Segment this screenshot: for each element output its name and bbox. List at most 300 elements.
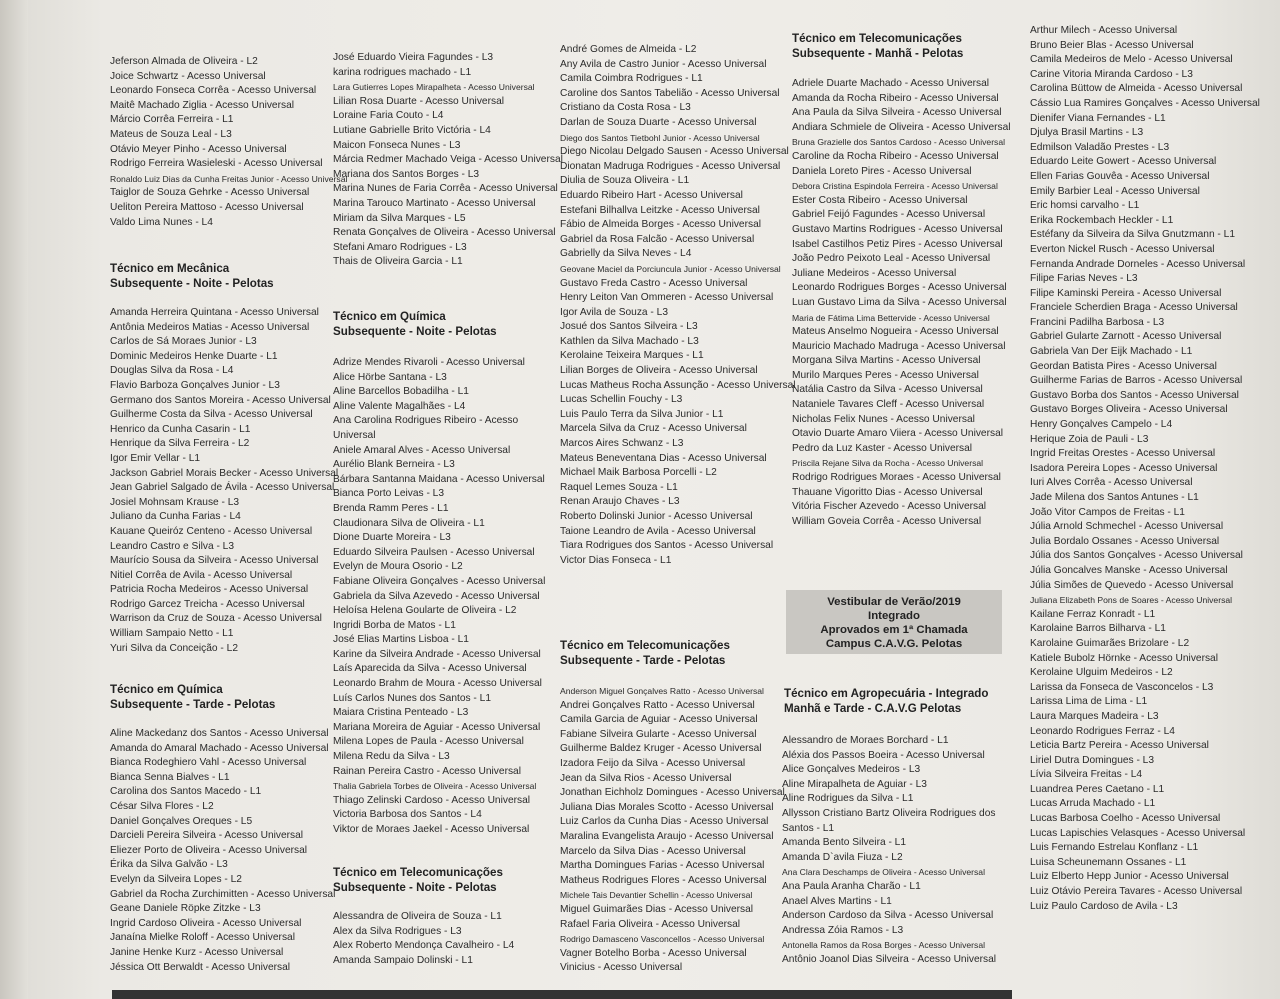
list-item: Franciele Scherdien Braga - Acesso Universal bbox=[1030, 302, 1238, 314]
list-item: Milena Lopes de Paula - Acesso Universal bbox=[333, 736, 524, 748]
list-item: Anderson Cardoso da Silva - Acesso Universal bbox=[782, 910, 994, 922]
list-item: Antônio Joanol Dias Silveira - Acesso Universal bbox=[782, 953, 997, 965]
list-item: Laura Marques Madeira - L3 bbox=[1030, 710, 1159, 722]
list-item: Michele Tais Devantier Schellin - Acesso Universal bbox=[560, 890, 753, 901]
list-item: Dione Duarte Moreira - L3 bbox=[333, 532, 451, 544]
list-item: Victoria Barbosa dos Santos - L4 bbox=[333, 809, 482, 821]
list-item: Bárbara Santanna Maidana - Acesso Universal bbox=[333, 473, 545, 485]
list-item: Cristiano da Costa Rosa - L3 bbox=[560, 102, 691, 114]
list-item: Nicholas Felix Nunes - Acesso Universal bbox=[792, 413, 975, 425]
list-item: Martha Domingues Farias - Acesso Universal bbox=[560, 860, 765, 872]
list-item: Miguel Guimarães Dias - Acesso Universal bbox=[560, 903, 754, 915]
list-item: Liriel Dutra Domingues - L3 bbox=[1030, 754, 1155, 766]
list-item: Maralina Evangelista Araujo - Acesso Universal bbox=[560, 830, 774, 842]
section-subtitle: Subsequente - Noite - Pelotas bbox=[333, 324, 497, 338]
list-item: Yuri Silva da Conceição - L2 bbox=[110, 642, 238, 654]
list-item: João Vitor Campos de Freitas - L1 bbox=[1030, 506, 1185, 518]
list-item: Amanda D`avila Fiuza - L2 bbox=[782, 851, 903, 863]
section-subtitle: Subsequente - Manhã - Pelotas bbox=[792, 46, 964, 60]
section-subtitle: Manhã e Tarde - C.A.V.G Pelotas bbox=[784, 701, 962, 715]
list-item: Leonardo Fonseca Corrêa - Acesso Universal bbox=[110, 85, 317, 97]
col4-section-telecom-manha bbox=[792, 32, 963, 61]
list-item: Mateus de Souza Leal - L3 bbox=[110, 128, 232, 140]
list-item: Luiz Carlos da Cunha Dias - Acesso Universal bbox=[560, 816, 769, 828]
list-item: Evelyn de Moura Osorio - L2 bbox=[333, 561, 463, 573]
list-item: Nataniele Tavares Cleff - Acesso Universal bbox=[792, 399, 985, 411]
list-item: karina rodrigues machado - L1 bbox=[333, 66, 472, 78]
list-item: Alex Roberto Mendonça Cavalheiro - L4 bbox=[333, 940, 515, 952]
list-item: Amanda da Rocha Ribeiro - Acesso Universal bbox=[792, 92, 999, 104]
list-item: Daniel Gonçalves Oreques - L5 bbox=[110, 815, 253, 827]
list-item: Loraine Faria Couto - L4 bbox=[333, 110, 444, 122]
list-item: Henrique da Silva Ferreira - L2 bbox=[110, 438, 250, 450]
col5-list bbox=[1030, 24, 1260, 914]
list-item: Geordan Batista Pires - Acesso Universal bbox=[1030, 360, 1217, 372]
list-item: Leonardo Rodrigues Borges - Acesso Universal bbox=[792, 282, 1007, 294]
list-item: Henry Gonçalves Campelo - L4 bbox=[1030, 419, 1173, 431]
list-item: Evelyn da Silveira Lopes - L2 bbox=[110, 873, 242, 885]
list-item: Eduardo Ribeiro Hart - Acesso Universal bbox=[560, 189, 743, 201]
list-item: Aniele Amaral Alves - Acesso Universal bbox=[333, 444, 511, 456]
list-item: Karolaine Barros Bilharva - L1 bbox=[1030, 623, 1166, 635]
list-item: Kauane Queiróz Centeno - Acesso Universal bbox=[110, 525, 313, 537]
list-item: Dionatan Madruga Rodrigues - Acesso Universal bbox=[560, 160, 781, 172]
col2-section-telecom-noite bbox=[333, 866, 503, 895]
list-item: Luan Gustavo Lima da Silva - Acesso Universal bbox=[792, 296, 1007, 308]
list-item: Gabriela da Silva Azevedo - Acesso Universal bbox=[333, 590, 540, 602]
list-item: Kerolaine Ulguim Medeiros - L2 bbox=[1030, 667, 1173, 679]
list-item: Antonella Ramos da Rosa Borges - Acesso Universal bbox=[782, 940, 986, 951]
list-item: Júlia Simões de Quevedo - Acesso Universal bbox=[1030, 579, 1234, 591]
list-item: Matheus Rodrigues Flores - Acesso Universal bbox=[560, 874, 767, 886]
list-item: Filipe Kaminski Pereira - Acesso Universal bbox=[1030, 287, 1222, 299]
list-item: Kerolaine Teixeira Marques - L1 bbox=[560, 350, 704, 362]
list-item: Aline Rodrigues da Silva - L1 bbox=[782, 793, 914, 805]
list-item: Mateus Anselmo Nogueira - Acesso Universal bbox=[792, 326, 999, 338]
list-item: Luiz Otávio Pereira Tavares - Acesso Universal bbox=[1030, 886, 1243, 898]
col1-mecanica-noite-list bbox=[110, 306, 338, 656]
list-item: José Eduardo Vieira Fagundes - L3 bbox=[333, 52, 494, 63]
list-item: Dienifer Viana Fernandes - L1 bbox=[1030, 112, 1166, 124]
list-item: Thais de Oliveira Garcia - L1 bbox=[333, 256, 463, 268]
list-item: Gabriel Feijó Fagundes - Acesso Universal bbox=[792, 209, 986, 221]
list-item: Valdo Lima Nunes - L4 bbox=[110, 216, 213, 228]
list-item: Laís Aparecida da Silva - Acesso Universal bbox=[333, 663, 527, 675]
list-item: Fabiane Oliveira Gonçalves - Acesso Universal bbox=[333, 575, 546, 587]
vest-line-3: Aprovados em 1ª Chamada bbox=[820, 624, 968, 636]
list-item: Everton Nickel Rusch - Acesso Universal bbox=[1030, 243, 1215, 255]
list-item: Bianca Porto Leivas - L3 bbox=[333, 488, 444, 500]
list-item: Janine Henke Kurz - Acesso Universal bbox=[110, 946, 284, 958]
section-title: Técnico em Química bbox=[110, 683, 223, 696]
list-item: Iuri Alves Corrêa - Acesso Universal bbox=[1030, 477, 1193, 489]
list-item: Lucas Schellin Fouchy - L3 bbox=[560, 394, 683, 406]
list-item: Tiara Rodrigues dos Santos - Acesso Universal bbox=[560, 540, 774, 552]
list-item: Júlia dos Santos Gonçalves - Acesso Universal bbox=[1030, 550, 1243, 562]
list-item: Nitiel Corrêa de Avila - Acesso Universal bbox=[110, 569, 293, 581]
section-title: Técnico em Mecânica bbox=[110, 262, 230, 275]
list-item: Luís Carlos Nunes dos Santos - L1 bbox=[333, 692, 491, 704]
list-item: Karolaine Guimarães Brizolare - L2 bbox=[1030, 637, 1190, 649]
col3-telecom-tarde-list bbox=[560, 684, 785, 976]
list-item: Ester Costa Ribeiro - Acesso Universal bbox=[792, 194, 968, 206]
list-item: Renan Araujo Chaves - L3 bbox=[560, 496, 680, 508]
list-item: Ingrid Freitas Orestes - Acesso Universal bbox=[1030, 448, 1216, 460]
list-item: Brenda Ramm Peres - L1 bbox=[333, 502, 449, 514]
col1-section-mecanica-noite bbox=[110, 262, 274, 291]
list-item: Luisa Scheunemann Ossanes - L1 bbox=[1030, 856, 1187, 868]
list-item: Edmilson Valadão Prestes - L3 bbox=[1030, 141, 1170, 153]
list-item: Gustavo Freda Castro - Acesso Universal bbox=[560, 277, 748, 289]
list-item: Kathlen da Silva Machado - L3 bbox=[560, 335, 699, 347]
list-item: Vinicius - Acesso Universal bbox=[560, 962, 683, 974]
list-item: Ana Clara Deschamps de Oliveira - Acesso Universal bbox=[782, 867, 985, 878]
list-item: Julia Bordalo Ossanes - Acesso Universal bbox=[1030, 535, 1220, 547]
list-item: Amanda Herreira Quintana - Acesso Universal bbox=[110, 307, 319, 318]
list-item: Carlos de Sá Moraes Junior - L3 bbox=[110, 336, 257, 348]
list-item: Guilherme Costa da Silva - Acesso Universal bbox=[110, 409, 313, 421]
list-item: Gabriela Van Der Eijk Machado - L1 bbox=[1030, 346, 1193, 358]
section-subtitle: Subsequente - Tarde - Pelotas bbox=[110, 697, 276, 711]
list-item: Aline Valente Magalhães - L4 bbox=[333, 400, 466, 412]
list-item: Gustavo Borges Oliveira - Acesso Universal bbox=[1030, 404, 1228, 416]
list-item: Guilherme Farias de Barros - Acesso Universal bbox=[1030, 375, 1243, 387]
list-item: Eric homsi carvalho - L1 bbox=[1030, 200, 1140, 212]
list-item: Aline Barcellos Bobadilha - L1 bbox=[333, 386, 469, 398]
list-item: Josiel Mohnsam Krause - L3 bbox=[110, 496, 240, 508]
list-item: Thauane Vigoritto Dias - Acesso Universal bbox=[792, 486, 983, 498]
list-item: Geane Daniele Röpke Zitzke - L3 bbox=[110, 903, 261, 915]
list-item: Warrison da Cruz de Souza - Acesso Universal bbox=[110, 613, 322, 625]
list-item: Bruno Beier Blas - Acesso Universal bbox=[1030, 39, 1194, 51]
list-item: Gabriel da Rosa Falcão - Acesso Universal bbox=[560, 233, 755, 245]
col2-telecom-noite-list bbox=[333, 910, 514, 968]
list-item: Jéssica Ott Berwaldt - Acesso Universal bbox=[110, 961, 291, 973]
list-item: Carolina Büttow de Almeida - Acesso Universal bbox=[1030, 83, 1243, 95]
list-item: César Silva Flores - L2 bbox=[110, 800, 214, 812]
list-item: Lutiane Gabrielle Brito Victória - L4 bbox=[333, 124, 491, 136]
list-item: Gustavo Martins Rodrigues - Acesso Universal bbox=[792, 223, 1003, 235]
list-item: Lucas Lapischies Velasques - Acesso Universal bbox=[1030, 827, 1246, 839]
list-item: Taione Leandro de Avila - Acesso Universal bbox=[560, 525, 756, 537]
list-item: Isabel Castilhos Petiz Pires - Acesso Universal bbox=[792, 238, 1003, 250]
list-item: Leonardo Rodrigues Ferraz - L4 bbox=[1030, 725, 1175, 737]
list-item: Aléxia dos Passos Boeira - Acesso Universal bbox=[782, 749, 985, 761]
list-item: Anderson Miguel Gonçalves Ratto - Acesso Universal bbox=[560, 686, 764, 696]
list-item: Bruna Grazielle dos Santos Cardoso - Acesso Universal bbox=[792, 137, 1006, 148]
list-item: Maria de Fátima Lima Bettervide - Acesso Universal bbox=[792, 312, 990, 323]
list-item: Caroline dos Santos Tabelião - Acesso Universal bbox=[560, 87, 780, 99]
list-item: Maiara Cristina Penteado - L3 bbox=[333, 707, 469, 719]
list-item: Kailane Ferraz Konradt - L1 bbox=[1030, 608, 1156, 620]
list-item: Lara Gutierres Lopes Mirapalheta - Acesso Universal bbox=[333, 82, 535, 93]
col4-telecom-manha-list bbox=[792, 77, 1011, 529]
page-fold-shadow bbox=[0, 0, 28, 999]
list-item: Otavio Duarte Amaro Viiera - Acesso Universal bbox=[792, 428, 1004, 440]
list-item: Eliezer Porto de Oliveira - Acesso Universal bbox=[110, 844, 308, 856]
list-item: Arthur Milech - Acesso Universal bbox=[1030, 25, 1178, 36]
list-item: Guilherme Baldez Kruger - Acesso Universal bbox=[560, 743, 762, 755]
list-item: Ana Carolina Rodrigues Ribeiro - Acesso bbox=[333, 415, 519, 427]
list-item: Otávio Meyer Pinho - Acesso Universal bbox=[110, 143, 287, 155]
list-item: Gustavo Borba dos Santos - Acesso Universal bbox=[1030, 389, 1239, 401]
list-item: Joice Schwartz - Acesso Universal bbox=[110, 70, 266, 82]
list-item: Ana Paula Aranha Charão - L1 bbox=[782, 880, 921, 892]
list-item: Heloísa Helena Goularte de Oliveira - L2 bbox=[333, 605, 517, 617]
list-item: Leticia Bartz Pereira - Acesso Universal bbox=[1030, 740, 1209, 752]
list-item: Thalia Gabriela Torbes de Oliveira - Acesso Universal bbox=[333, 781, 537, 792]
list-item: Lucas Matheus Rocha Assunção - Acesso Universal bbox=[560, 379, 796, 391]
list-item: Larissa da Fonseca de Vasconcelos - L3 bbox=[1030, 681, 1214, 693]
col3-top-list bbox=[560, 43, 796, 568]
section-title: Técnico em Agropecuária - Integrado bbox=[784, 687, 989, 700]
list-item: Erika Rockembach Heckler - L1 bbox=[1030, 214, 1174, 226]
list-item: Jeferson Almada de Oliveira - L2 bbox=[110, 56, 258, 67]
list-item: Katiele Bubolz Hörnke - Acesso Universal bbox=[1030, 652, 1218, 664]
list-item: Francini Padilha Barbosa - L3 bbox=[1030, 316, 1165, 328]
list-item: Lucas Barbosa Coelho - Acesso Universal bbox=[1030, 813, 1221, 825]
col3-section-telecom-tarde bbox=[560, 639, 730, 668]
list-item: Thiago Zelinski Cardoso - Acesso Universal bbox=[333, 794, 531, 806]
list-item: Murilo Marques Peres - Acesso Universal bbox=[792, 369, 979, 381]
list-item: Júlia Goncalves Manske - Acesso Universal bbox=[1030, 564, 1228, 576]
list-item: João Pedro Peixoto Leal - Acesso Universal bbox=[792, 253, 991, 265]
list-item: Mauricio Machado Madruga - Acesso Universal bbox=[792, 340, 1006, 352]
list-item: Alessandra de Oliveira de Souza - L1 bbox=[333, 911, 502, 922]
section-subtitle: Subsequente - Noite - Pelotas bbox=[333, 880, 497, 894]
list-item: Roberto Dolinski Junior - Acesso Universal bbox=[560, 511, 753, 522]
list-item: Josué dos Santos Silveira - L3 bbox=[560, 321, 698, 333]
list-item: Izadora Feijo da Silva - Acesso Universal bbox=[560, 757, 746, 769]
list-item: Rodrigo Ferreira Wasieleski - Acesso Universal bbox=[110, 158, 323, 170]
col4-agropecuaria-list bbox=[782, 734, 996, 968]
list-item: Victor Dias Fonseca - L1 bbox=[560, 554, 672, 566]
list-item: Jackson Gabriel Morais Becker - Acesso Universal bbox=[110, 467, 339, 479]
list-item: Debora Cristina Espindola Ferreira - Acesso Universal bbox=[792, 181, 998, 192]
list-item: Mateus Beneventana Dias - Acesso Universal bbox=[560, 452, 767, 464]
list-item: Gabrielly da Silva Neves - L4 bbox=[560, 248, 692, 260]
list-item: Alessandro de Moraes Borchard - L1 bbox=[782, 735, 949, 746]
list-item: Cássio Lua Ramires Gonçalves - Acesso Universal bbox=[1030, 97, 1260, 109]
list-item: José Elias Martins Lisboa - L1 bbox=[333, 634, 469, 646]
list-item: Anael Alves Martins - L1 bbox=[782, 895, 892, 907]
list-item: Pedro da Luz Kaster - Acesso Universal bbox=[792, 442, 973, 454]
list-item: Ueliton Pereira Mattoso - Acesso Universal bbox=[110, 201, 304, 213]
list-item: Luandrea Peres Caetano - L1 bbox=[1030, 783, 1165, 795]
list-item: Priscila Rejane Silva da Rocha - Acesso Universal bbox=[792, 458, 984, 469]
list-item: Morgana Silva Martins - Acesso Universal bbox=[792, 355, 981, 367]
list-item: Vitória Fischer Azevedo - Acesso Universal bbox=[792, 501, 987, 513]
list-item: Rainan Pereira Castro - Acesso Universal bbox=[333, 765, 521, 777]
list-item: Bianca Rodeghiero Vahl - Acesso Universal bbox=[110, 757, 307, 769]
list-item: Ingridi Borba de Matos - L1 bbox=[333, 619, 456, 631]
list-item: Andiara Schmiele de Oliveira - Acesso Universal bbox=[792, 121, 1011, 133]
list-item: Juliana Elizabeth Pons de Soares - Acesso Universal bbox=[1030, 595, 1233, 606]
list-item: Gabriel da Rocha Zurchimitten - Acesso Universal bbox=[110, 888, 336, 900]
list-item: Érika da Silva Galvão - L3 bbox=[110, 859, 228, 871]
list-item: Karine da Silveira Andrade - Acesso Universal bbox=[333, 648, 541, 660]
bottom-rule bbox=[112, 990, 1012, 999]
list-item: Stefani Amaro Rodrigues - L3 bbox=[333, 241, 467, 253]
list-item: Michael Maik Barbosa Porcelli - L2 bbox=[560, 467, 717, 479]
list-item: André Gomes de Almeida - L2 bbox=[560, 44, 697, 55]
list-item: Estéfany da Silveira da Silva Gnutzmann - L1 bbox=[1030, 229, 1235, 241]
list-item: Universal bbox=[333, 429, 376, 441]
list-item: Any Avila de Castro Junior - Acesso Universal bbox=[560, 58, 767, 70]
col1-section-quimica-tarde bbox=[110, 683, 275, 712]
list-item: Fernanda Andrade Dorneles - Acesso Universal bbox=[1030, 258, 1246, 270]
list-item: Natália Castro da Silva - Acesso Universal bbox=[792, 384, 983, 396]
list-item: Aline Mackedanz dos Santos - Acesso Universal bbox=[110, 728, 329, 739]
section-title: Técnico em Telecomunicações bbox=[333, 866, 503, 879]
list-item: Eduardo Leite Gowert - Acesso Universal bbox=[1030, 156, 1217, 168]
list-item: Fábio de Almeida Borges - Acesso Universal bbox=[560, 219, 762, 231]
list-item: Marina Tarouco Martinato - Acesso Universal bbox=[333, 197, 536, 209]
vest-line-4: Campus C.A.V.G. Pelotas bbox=[825, 638, 963, 650]
list-item: Lucas Arruda Machado - L1 bbox=[1030, 798, 1156, 810]
list-item: Darcieli Pereira Silveira - Acesso Universal bbox=[110, 830, 304, 842]
col2-section-quimica-noite bbox=[333, 310, 497, 339]
list-item: Fabiane Silveira Gularte - Acesso Universal bbox=[560, 728, 757, 740]
list-item: Santos - L1 bbox=[782, 822, 835, 834]
list-item: Alice Gonçalves Medeiros - L3 bbox=[782, 764, 921, 776]
list-item: Camila Garcia de Aguiar - Acesso Universal bbox=[560, 714, 758, 726]
list-item: Bianca Senna Bialves - L1 bbox=[110, 771, 230, 783]
list-item: Alex da Silva Rodrigues - L3 bbox=[333, 925, 462, 937]
list-item: Filipe Farias Neves - L3 bbox=[1030, 273, 1138, 285]
vest-line-1: Vestibular de Verão/2019 bbox=[827, 596, 961, 608]
list-item: Amanda Bento Silveira - L1 bbox=[782, 837, 907, 849]
list-item: Igor Emir Vellar - L1 bbox=[110, 452, 201, 464]
list-item: Marcos Aires Schwanz - L3 bbox=[560, 438, 684, 450]
list-item: Luiz Paulo Cardoso de Avila - L3 bbox=[1030, 900, 1178, 912]
list-item: Marcelo da Silva Dias - Acesso Universal bbox=[560, 845, 746, 857]
list-item: Camila Coimbra Rodrigues - L1 bbox=[560, 73, 703, 85]
list-item: Márcia Redmer Machado Veiga - Acesso Universal bbox=[333, 154, 563, 166]
section-title: Técnico em Química bbox=[333, 310, 446, 323]
list-item: Jean Gabriel Salgado de Ávila - Acesso Universal bbox=[110, 482, 335, 494]
list-item: Juliane Medeiros - Acesso Universal bbox=[792, 267, 957, 279]
list-item: Márcio Corrêa Ferreira - L1 bbox=[110, 114, 234, 126]
vest-line-2: Integrado bbox=[868, 610, 920, 622]
col1-top-list bbox=[110, 55, 347, 230]
list-item: Aline Mirapalheta de Aguiar - L3 bbox=[782, 778, 927, 790]
list-item: Amanda Sampaio Dolinski - L1 bbox=[333, 954, 473, 966]
list-item: Jonathan Eichholz Domingues - Acesso Universal bbox=[560, 787, 785, 799]
list-item: Carine Vitoria Miranda Cardoso - L3 bbox=[1030, 68, 1193, 80]
list-item: Germano dos Santos Moreira - Acesso Universal bbox=[110, 394, 331, 406]
list-item: Rodrigo Garcez Treicha - Acesso Universal bbox=[110, 598, 305, 610]
list-item: Milena Redu da Silva - L3 bbox=[333, 751, 450, 763]
list-item: Aurélio Blank Berneira - L3 bbox=[333, 459, 455, 471]
list-item: Mariana dos Santos Borges - L3 bbox=[333, 168, 480, 180]
list-item: Maitê Machado Ziglia - Acesso Universal bbox=[110, 99, 295, 111]
list-item: Renata Gonçalves de Oliveira - Acesso Universal bbox=[333, 227, 556, 239]
list-item: Adrize Mendes Rivaroli - Acesso Universal bbox=[333, 357, 525, 368]
list-item: Douglas Silva da Rosa - L4 bbox=[110, 365, 234, 377]
list-item: Camila Medeiros de Melo - Acesso Universal bbox=[1030, 54, 1233, 66]
list-item: Lilian Borges de Oliveira - Acesso Universal bbox=[560, 365, 758, 377]
list-item: Adriele Duarte Machado - Acesso Universal bbox=[792, 78, 990, 89]
list-item: Vagner Botelho Borba - Acesso Universal bbox=[560, 947, 747, 959]
list-item: Marcela Silva da Cruz - Acesso Universal bbox=[560, 423, 747, 435]
list-item: Diego Nicolau Delgado Sausen - Acesso Universal bbox=[560, 146, 789, 158]
list-item: Claudionara Silva de Oliveira - L1 bbox=[333, 517, 485, 529]
list-item: William Sampaio Netto - L1 bbox=[110, 628, 234, 640]
list-item: Emily Barbier Leal - Acesso Universal bbox=[1030, 185, 1200, 197]
list-item: Alice Hörbe Santana - L3 bbox=[333, 371, 447, 383]
list-item: Larissa Lima de Lima - L1 bbox=[1030, 696, 1148, 708]
list-item: Isadora Pereira Lopes - Acesso Universal bbox=[1030, 462, 1218, 474]
list-item: Jade Milena dos Santos Antunes - L1 bbox=[1030, 492, 1199, 503]
list-item: Ingrid Cardoso Oliveira - Acesso Universal bbox=[110, 917, 302, 929]
list-item: Ronaldo Luiz Dias da Cunha Freitas Junior - Acesso Universal bbox=[110, 173, 348, 184]
list-item: Antônia Medeiros Matias - Acesso Universal bbox=[110, 321, 310, 333]
list-item: Miriam da Silva Marques - L5 bbox=[333, 212, 466, 224]
list-item: Janaína Mielke Roloff - Acesso Universal bbox=[110, 932, 295, 944]
list-item: Maicon Fonseca Nunes - L3 bbox=[333, 139, 461, 151]
list-item: Carolina dos Santos Macedo - L1 bbox=[110, 786, 262, 798]
list-item: Ana Paula da Silva Silveira - Acesso Universal bbox=[792, 107, 1002, 119]
list-item: Leandro Castro e Silva - L3 bbox=[110, 540, 235, 552]
list-item: Lívia Silveira Freitas - L4 bbox=[1030, 769, 1143, 781]
list-item: Djulya Brasil Martins - L3 bbox=[1030, 127, 1144, 139]
list-item: Amanda do Amaral Machado - Acesso Universal bbox=[110, 742, 329, 754]
list-item: Ellen Farias Gouvêa - Acesso Universal bbox=[1030, 170, 1210, 182]
list-item: Juliano da Cunha Farias - L4 bbox=[110, 511, 241, 523]
section-title: Técnico em Telecomunicações bbox=[792, 32, 962, 45]
col2-quimica-noite-list bbox=[333, 356, 545, 838]
list-item: Luiz Elberto Hepp Junior - Acesso Universal bbox=[1030, 871, 1229, 883]
col4-section-agropecuaria bbox=[784, 687, 988, 716]
list-item: Dominic Medeiros Henke Duarte - L1 bbox=[110, 350, 278, 362]
list-item: Diulia de Souza Oliveira - L1 bbox=[560, 175, 690, 187]
list-item: William Goveia Corrêa - Acesso Universal bbox=[792, 515, 982, 527]
list-item: Estefani Bilhallva Leitzke - Acesso Universal bbox=[560, 204, 760, 216]
list-item: Geovane Maciel da Porciuncula Junior - Acesso Universal bbox=[560, 263, 781, 274]
col1-quimica-tarde-list bbox=[110, 727, 335, 975]
list-item: Maurício Sousa da Silveira - Acesso Universal bbox=[110, 555, 319, 567]
list-item: Andrei Gonçalves Ratto - Acesso Universal bbox=[560, 699, 755, 711]
list-item: Jean da Silva Rios - Acesso Universal bbox=[560, 772, 732, 784]
list-item: Marina Nunes de Faria Corrêa - Acesso Universal bbox=[333, 183, 558, 195]
list-item: Mariana Moreira de Aguiar - Acesso Universal bbox=[333, 721, 541, 733]
list-item: Igor Avila de Souza - L3 bbox=[560, 306, 668, 318]
list-item: Herique Zoia de Pauli - L3 bbox=[1030, 433, 1149, 445]
list-item: Juliana Dias Morales Scotto - Acesso Universal bbox=[560, 801, 774, 813]
list-item: Luis Fernando Estrelau Konflanz - L1 bbox=[1030, 842, 1199, 854]
list-item: Andressa Zóia Ramos - L3 bbox=[782, 924, 904, 936]
vestibular-announcement-box bbox=[786, 590, 1002, 654]
list-item: Caroline da Rocha Ribeiro - Acesso Universal bbox=[792, 150, 999, 162]
list-item: Diego dos Santos Tietbohl Junior - Acesso Universal bbox=[560, 132, 760, 143]
list-item: Patricia Rocha Medeiros - Acesso Universal bbox=[110, 584, 309, 596]
list-item: Raquel Lemes Souza - L1 bbox=[560, 481, 678, 493]
list-item: Darlan de Souza Duarte - Acesso Universal bbox=[560, 116, 757, 128]
list-item: Viktor de Moraes Jaekel - Acesso Universal bbox=[333, 824, 530, 835]
list-item: Rodrigo Rodrigues Moraes - Acesso Universal bbox=[792, 472, 1001, 484]
list-item: Allysson Cristiano Bartz Oliveira Rodrigues dos bbox=[782, 807, 996, 819]
list-item: Henrico da Cunha Casarin - L1 bbox=[110, 423, 251, 435]
list-item: Rodrigo Damasceno Vasconcellos - Acesso Universal bbox=[560, 934, 765, 945]
list-item: Rafael Faria Oliveira - Acesso Universal bbox=[560, 918, 741, 930]
section-subtitle: Subsequente - Tarde - Pelotas bbox=[560, 653, 726, 667]
list-item: Luis Paulo Terra da Silva Junior - L1 bbox=[560, 408, 724, 420]
list-item: Eduardo Silveira Paulsen - Acesso Universal bbox=[333, 546, 535, 558]
section-subtitle: Subsequente - Noite - Pelotas bbox=[110, 276, 274, 290]
list-item: Leonardo Brahm de Moura - Acesso Universal bbox=[333, 678, 542, 690]
list-item: Taiglor de Souza Gehrke - Acesso Universal bbox=[110, 187, 310, 199]
